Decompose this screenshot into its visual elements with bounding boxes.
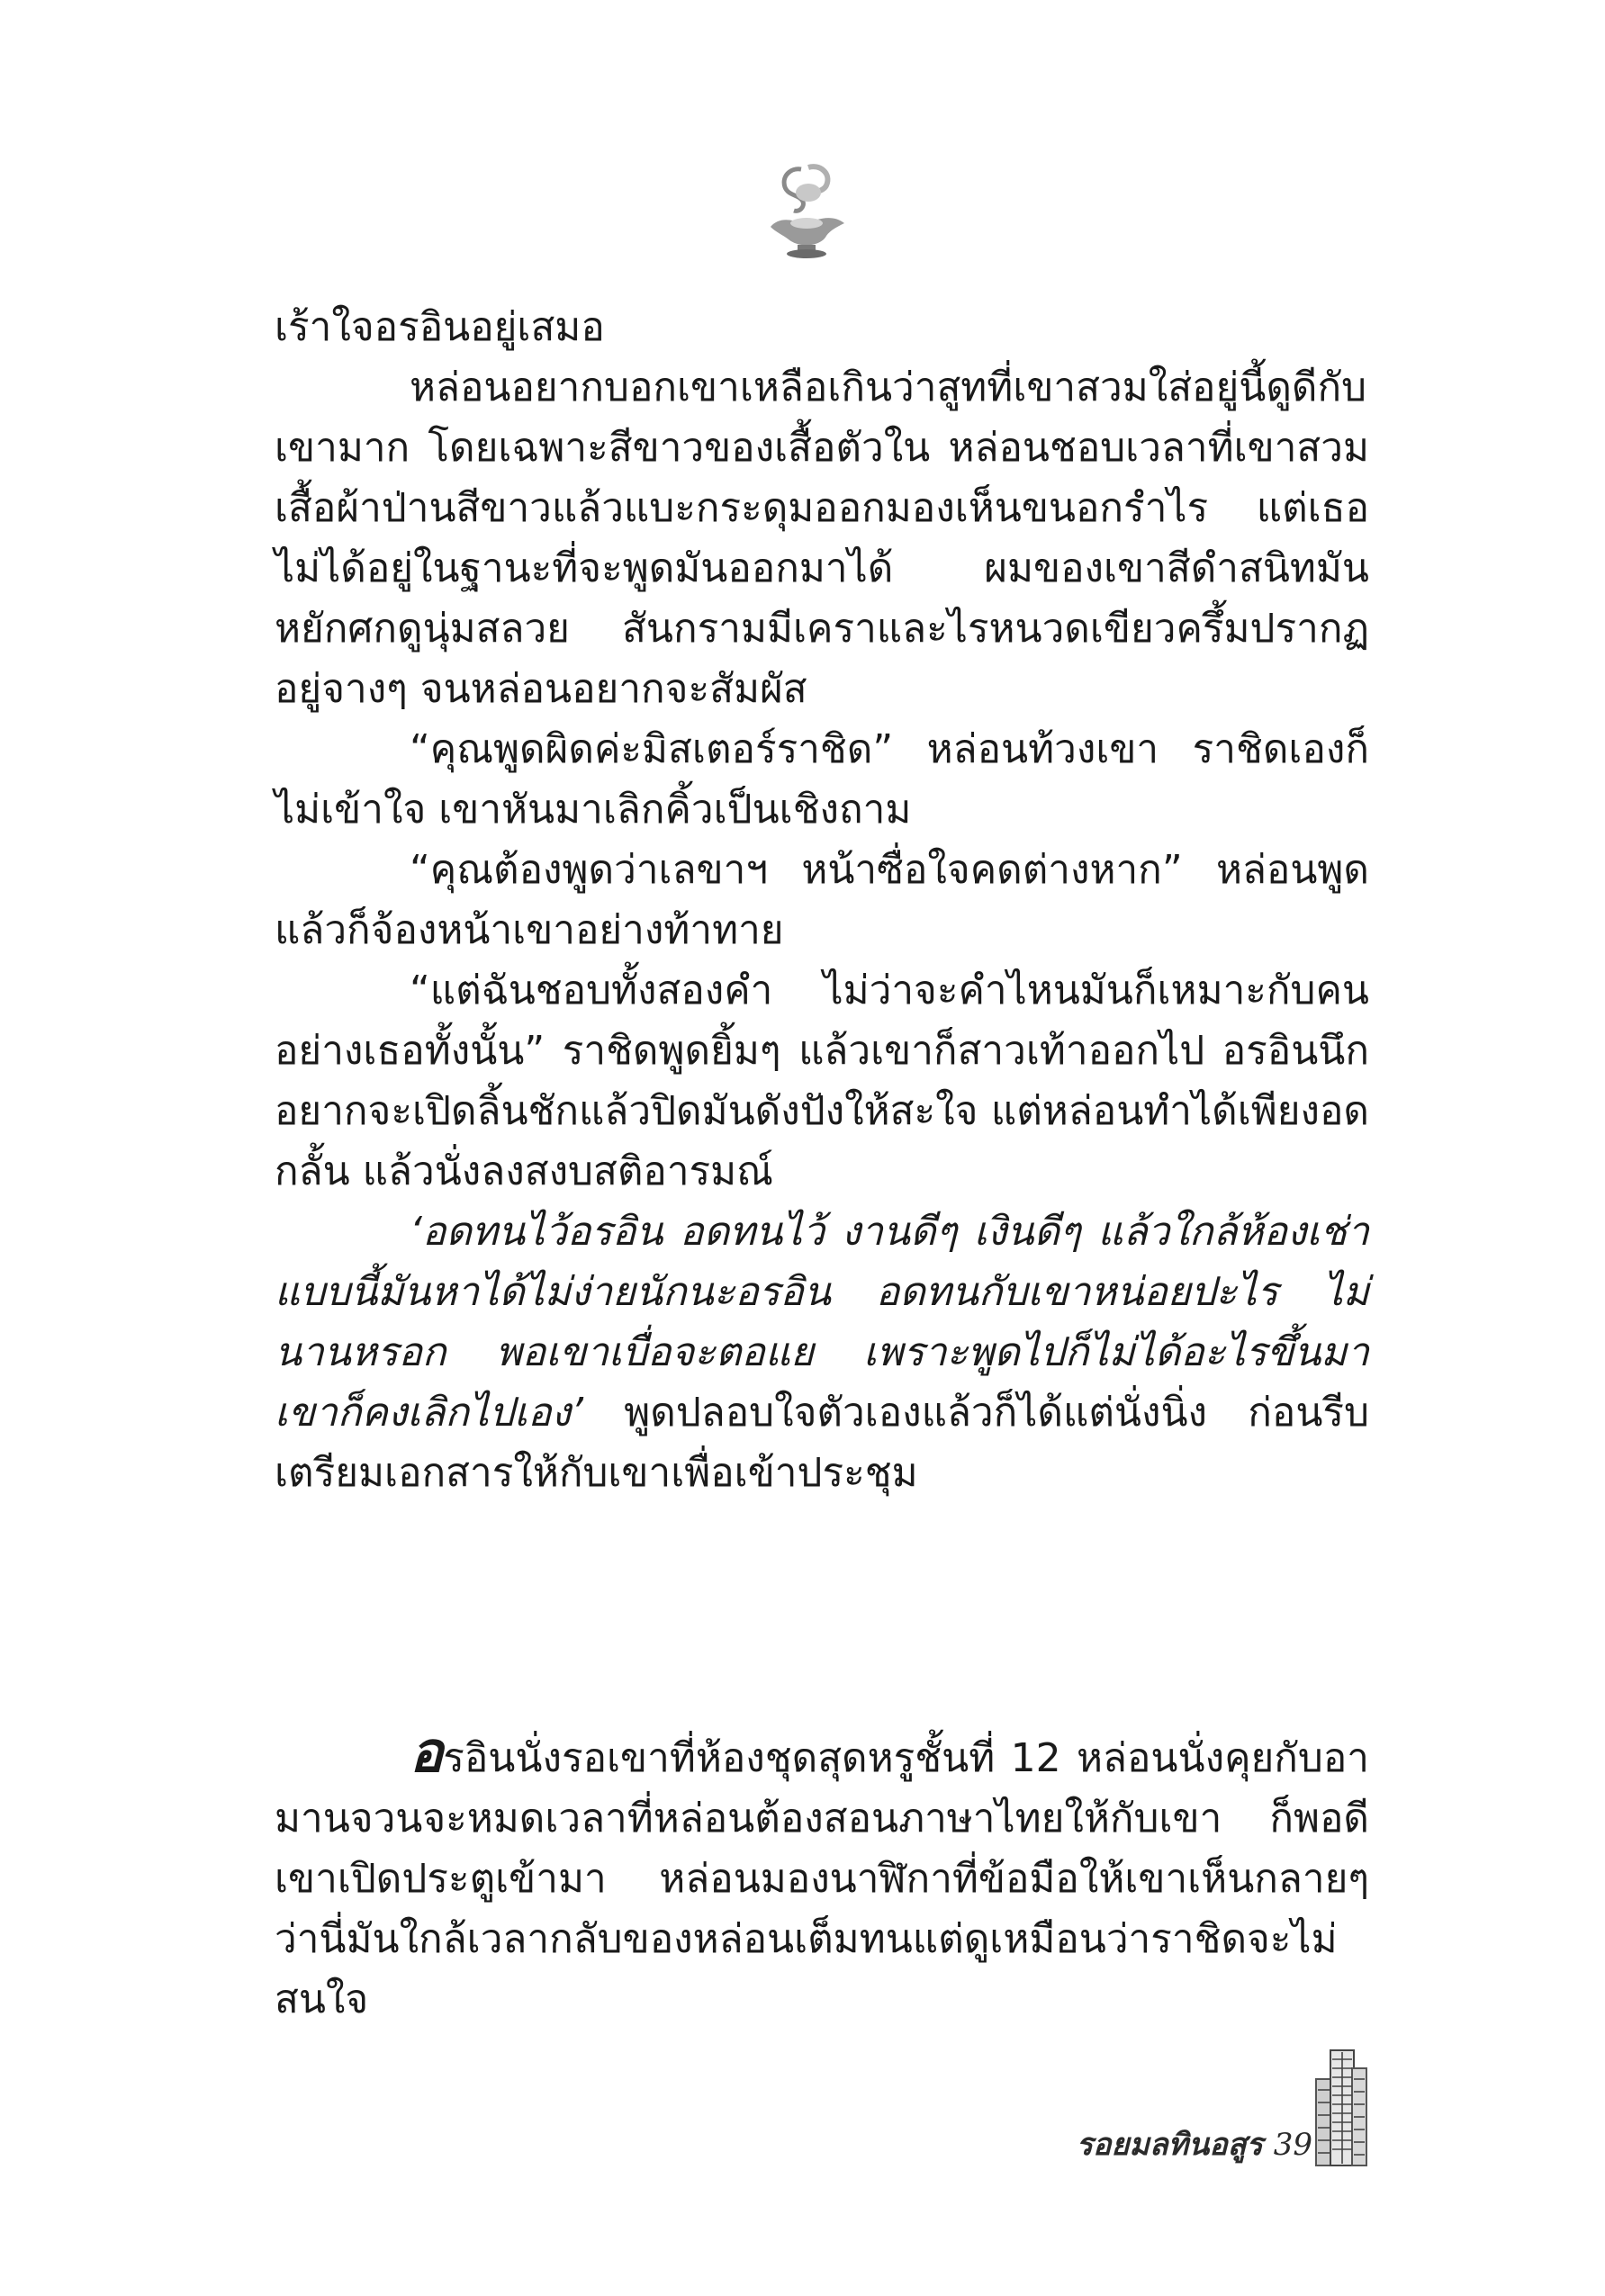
thought-tail: พูดปลอบใจตัวเองแล้วก็ได้แต่นั่งนิ่ง ก่อนรีบเตรียมเอกสารให้กับเขาเพื่อเข้าประชุม xyxy=(275,1390,1369,1496)
drop-cap: อ xyxy=(410,1719,444,1785)
page-number: 39 xyxy=(1273,2127,1312,2163)
section-text: รอินนั่งรอเขาที่ห้องชุดสุดหรูชั้นที่ 12 หล่อนนั่งคุยกับอามานจวนจะหมดเวลาที่หล่อนต้องสอนภาษาไทยให้กับเขา ก็พอดีเขาเปิดประตูเข้ามา หล่อนมองนาฬิกาที่ข้อมือให้เขาเห็นกลายๆ ว่านี่มันใกล้เวลากลับของหล่อนเต็มทนแต่ดูเหมือนว่าราชิดจะไม่สนใจ xyxy=(275,1735,1369,2022)
genie-lamp-ornament-icon xyxy=(754,160,853,268)
paragraph: “แต่ฉันชอบทั้งสองคำ ไม่ว่าจะคำไหนมันก็เหมาะกับคนอย่างเธอทั้งนั้น” ราชิดพูดยิ้มๆ แล้วเขาก็สาวเท้าออกไป อรอินนึกอยากจะเปิดลิ้นชักแล้วปิดมันดังปังให้สะใจ แต่หล่อนทำได้เพียงอดกลั้น แล้วนั่งลงสงบสติอารมณ์ xyxy=(275,968,1369,1194)
page-footer xyxy=(1077,2120,1312,2168)
section-two-text-block xyxy=(275,1719,1369,2030)
main-text-block xyxy=(275,297,1369,1503)
paragraph: เร้าใจอรอินอยู่เสมอ xyxy=(275,304,605,350)
section-opening-paragraph xyxy=(275,1719,1369,2030)
thought-paragraph xyxy=(275,1202,1369,1503)
paragraph: หล่อนอยากบอกเขาเหลือเกินว่าสูทที่เขาสวมใส่อยู่นี้ดูดีกับเขามาก โดยเฉพาะสีขาวของเสื้อตัวใน หล่อนชอบเวลาที่เขาสวมเสื้อผ้าป่านสีขาวแล้วแบะกระดุมออกมองเห็นขนอกรำไร แต่เธอไม่ได้อยู่ในฐานะที่จะพูดมันออกมาได้ ผมของเขาสีดำสนิทมันหยักศกดูนุ่มสลวย สันกรามมีเคราและไรหนวดเขียวครึ้มปรากฏอยู่จางๆ จนหล่อนอยากจะสัมผัส xyxy=(275,365,1369,712)
book-title: รอยมลทินอสูร xyxy=(1076,2127,1263,2163)
building-icon xyxy=(1312,2043,1370,2169)
paragraph: “คุณพูดผิดค่ะมิสเตอร์ราชิด” หล่อนท้วงเขา ราชิดเองก็ไม่เข้าใจ เขาหันมาเลิกคิ้วเป็นเชิงถาม xyxy=(275,726,1369,833)
paragraph: “คุณต้องพูดว่าเลขาฯ หน้าซื่อใจคดต่างหาก” หล่อนพูดแล้วก็จ้องหน้าเขาอย่างท้าทาย xyxy=(275,847,1369,953)
italic-thought: ‘อดทนไว้อรอิน อดทนไว้ งานดีๆ เงินดีๆ แล้วใกล้ห้องเช่าแบบนี้มันหาได้ไม่ง่ายนักนะอรอิน อดทนกับเขาหน่อยปะไร ไม่นานหรอก พอเขาเบื่อจะตอแย เพราะพูดไปก็ไม่ได้อะไรขึ้นมา เขาก็คงเลิกไปเอง’ xyxy=(275,1209,1369,1436)
